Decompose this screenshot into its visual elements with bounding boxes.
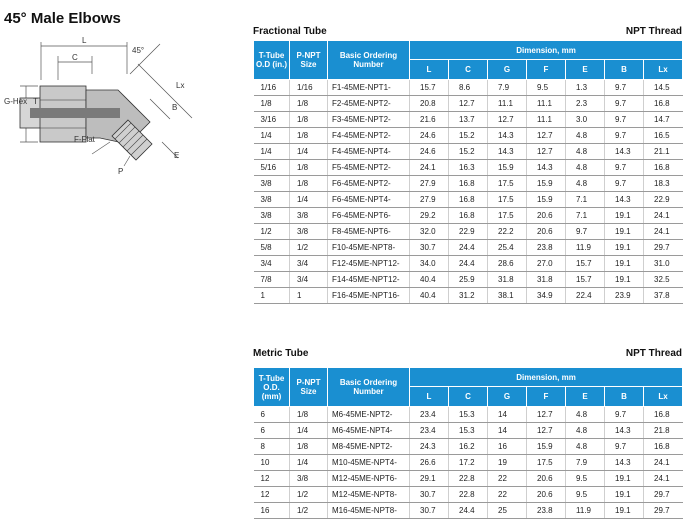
table-cell: 4.8 — [566, 423, 605, 439]
table-cell: 1/4 — [290, 455, 328, 471]
table-cell: 24.3 — [410, 439, 449, 455]
table-cell: 1/8 — [290, 176, 328, 192]
table-cell: 22 — [488, 471, 527, 487]
table-cell: 4.8 — [566, 160, 605, 176]
table-row — [254, 80, 683, 96]
table-cell: 20.6 — [527, 471, 566, 487]
table-cell: 3/8 — [254, 176, 290, 192]
table-cell: 3/8 — [254, 192, 290, 208]
table-cell: 7.9 — [488, 80, 527, 96]
table-cell: 29.7 — [644, 240, 683, 256]
table-cell: 14.3 — [527, 160, 566, 176]
table-cell: 12 — [254, 471, 290, 487]
table-cell: 19.1 — [605, 503, 644, 519]
table-cell: 9.5 — [566, 471, 605, 487]
table-row — [254, 272, 683, 288]
table-cell: 9.7 — [605, 176, 644, 192]
table-cell: 16.3 — [449, 160, 488, 176]
table-cell: 17.5 — [488, 192, 527, 208]
table-cell: 20.6 — [527, 208, 566, 224]
ordering-number-cell: M8-45ME-NPT2- — [328, 439, 410, 455]
header-dim-lx: Lx — [644, 60, 683, 80]
table-cell: 31.8 — [488, 272, 527, 288]
table-cell: 37.8 — [644, 288, 683, 304]
table-cell: 23.4 — [410, 407, 449, 423]
table-cell: 3/4 — [254, 256, 290, 272]
ordering-number-cell: F5-45ME-NPT2- — [328, 160, 410, 176]
ordering-number-cell: F1-45ME-NPT1- — [328, 80, 410, 96]
table-cell: 1 — [290, 288, 328, 304]
header-dim-e: E — [566, 387, 605, 407]
table-cell: 29.7 — [644, 503, 683, 519]
table-cell: 34.9 — [527, 288, 566, 304]
table-cell: 30.7 — [410, 503, 449, 519]
header-tube-od: T-Tube O.D (in.) — [254, 41, 290, 80]
table-cell: 19.1 — [605, 256, 644, 272]
table-cell: 4.8 — [566, 176, 605, 192]
table-cell: 20.8 — [410, 96, 449, 112]
table-cell: 22.2 — [488, 224, 527, 240]
label-t: T — [33, 97, 38, 106]
ordering-number-cell: F8-45ME-NPT6- — [328, 224, 410, 240]
header-dim-e: E — [566, 60, 605, 80]
table-cell: 26.6 — [410, 455, 449, 471]
table-cell: 16.8 — [449, 192, 488, 208]
table-cell: 1/8 — [290, 160, 328, 176]
ordering-number-cell: M12-45ME-NPT6- — [328, 471, 410, 487]
metric-section-title: Metric Tube — [253, 348, 309, 359]
ordering-number-cell: M6-45ME-NPT2- — [328, 407, 410, 423]
table-cell: 7.9 — [566, 455, 605, 471]
table-row — [254, 407, 683, 423]
table-cell: 9.7 — [605, 80, 644, 96]
table-cell: 9.7 — [605, 439, 644, 455]
table-cell: 22 — [488, 487, 527, 503]
table-cell: 25.9 — [449, 272, 488, 288]
ordering-number-cell: F6-45ME-NPT4- — [328, 192, 410, 208]
header-ordering-number: Basic Ordering Number — [328, 368, 410, 407]
table-cell: 11.9 — [566, 240, 605, 256]
header-dim-l: L — [410, 387, 449, 407]
table-cell: 1/4 — [290, 144, 328, 160]
label-f-flat: F-Flat — [74, 135, 95, 144]
table-cell: 21.8 — [644, 423, 683, 439]
table-cell: 14 — [488, 423, 527, 439]
table-cell: 28.6 — [488, 256, 527, 272]
table-cell: 9.7 — [605, 407, 644, 423]
table-cell: 19 — [488, 455, 527, 471]
table-cell: 16.2 — [449, 439, 488, 455]
fractional-thread-label: NPT Thread — [625, 26, 682, 37]
ordering-number-cell: F16-45ME-NPT16- — [328, 288, 410, 304]
table-cell: 14.5 — [644, 80, 683, 96]
table-row — [254, 144, 683, 160]
fractional-section-title: Fractional Tube — [253, 26, 327, 37]
table-cell: 12.7 — [449, 96, 488, 112]
table-row — [254, 128, 683, 144]
table-cell: 1/4 — [254, 128, 290, 144]
table-cell: 14.3 — [605, 455, 644, 471]
table-cell: 1.3 — [566, 80, 605, 96]
table-cell: 9.7 — [605, 96, 644, 112]
table-cell: 12.7 — [527, 407, 566, 423]
table-row — [254, 224, 683, 240]
header-dim-f: F — [527, 387, 566, 407]
table-row — [254, 439, 683, 455]
header-dim-g: G — [488, 387, 527, 407]
table-cell: 19.1 — [605, 208, 644, 224]
ordering-number-cell: M6-45ME-NPT4- — [328, 423, 410, 439]
label-lx: Lx — [176, 81, 185, 90]
ordering-number-cell: M10-45ME-NPT4- — [328, 455, 410, 471]
table-cell: 7.1 — [566, 192, 605, 208]
table-cell: 15.2 — [449, 128, 488, 144]
header-dim-b: B — [605, 387, 644, 407]
table-cell: 16.8 — [449, 208, 488, 224]
table-cell: 1/8 — [254, 96, 290, 112]
ordering-number-cell: M12-45ME-NPT8- — [328, 487, 410, 503]
table-cell: 14 — [488, 407, 527, 423]
table-cell: 25 — [488, 503, 527, 519]
header-ordering-number: Basic Ordering Number — [328, 41, 410, 80]
table-cell: 23.4 — [410, 423, 449, 439]
table-cell: 30.7 — [410, 487, 449, 503]
table-cell: 15.9 — [527, 439, 566, 455]
table-cell: 11.1 — [527, 96, 566, 112]
table-row — [254, 471, 683, 487]
table-cell: 14.3 — [605, 144, 644, 160]
table-cell: 24.1 — [644, 471, 683, 487]
table-cell: 16.8 — [644, 407, 683, 423]
table-cell: 3/4 — [290, 272, 328, 288]
table-cell: 1/16 — [290, 80, 328, 96]
table-cell: 16.8 — [449, 176, 488, 192]
table-cell: 27.9 — [410, 192, 449, 208]
table-cell: 31.2 — [449, 288, 488, 304]
metric-section-header — [253, 348, 682, 362]
table-cell: 14.3 — [488, 144, 527, 160]
table-cell: 3.0 — [566, 112, 605, 128]
ordering-number-cell: F6-45ME-NPT6- — [328, 208, 410, 224]
table-cell: 22.8 — [449, 471, 488, 487]
table-cell: 1/8 — [290, 96, 328, 112]
table-cell: 1/8 — [290, 439, 328, 455]
table-cell: 40.4 — [410, 272, 449, 288]
table-cell: 3/8 — [290, 471, 328, 487]
table-cell: 16.8 — [644, 160, 683, 176]
table-cell: 19.1 — [605, 272, 644, 288]
table-cell: 20.6 — [527, 224, 566, 240]
fractional-tube-table — [253, 40, 683, 304]
table-cell: 24.1 — [644, 208, 683, 224]
table-cell: 12.7 — [488, 112, 527, 128]
table-row — [254, 112, 683, 128]
table-cell: 14.7 — [644, 112, 683, 128]
table-cell: 24.1 — [644, 224, 683, 240]
table-cell: 1/2 — [290, 240, 328, 256]
table-cell: 16.8 — [644, 96, 683, 112]
table-cell: 4.8 — [566, 128, 605, 144]
label-angle: 45° — [132, 46, 145, 55]
table-cell: 15.7 — [566, 272, 605, 288]
page-title: 45° Male Elbows — [4, 10, 121, 27]
table-cell: 4.8 — [566, 144, 605, 160]
table-row — [254, 487, 683, 503]
table-row — [254, 503, 683, 519]
table-cell: 2.3 — [566, 96, 605, 112]
table-cell: 25.4 — [488, 240, 527, 256]
table-cell: 3/8 — [290, 224, 328, 240]
header-dim-g: G — [488, 60, 527, 80]
table-cell: 1 — [254, 288, 290, 304]
table-cell: 21.1 — [644, 144, 683, 160]
header-dimension: Dimension, mm — [410, 368, 683, 387]
table-cell: 13.7 — [449, 112, 488, 128]
table-cell: 19.1 — [605, 224, 644, 240]
table-row — [254, 455, 683, 471]
table-cell: 12.7 — [527, 144, 566, 160]
table-cell: 15.9 — [488, 160, 527, 176]
table-cell: 11.1 — [488, 96, 527, 112]
table-cell: 10 — [254, 455, 290, 471]
table-cell: 12 — [254, 487, 290, 503]
table-cell: 9.5 — [527, 80, 566, 96]
table-cell: 1/2 — [290, 503, 328, 519]
ordering-number-cell: F2-45ME-NPT2- — [328, 96, 410, 112]
table-cell: 1/4 — [254, 144, 290, 160]
table-cell: 9.7 — [605, 112, 644, 128]
table-cell: 16 — [254, 503, 290, 519]
table-cell: 16 — [488, 439, 527, 455]
header-dim-b: B — [605, 60, 644, 80]
elbow-dimension-drawing — [0, 34, 250, 184]
table-cell: 17.2 — [449, 455, 488, 471]
ordering-number-cell: F4-45ME-NPT2- — [328, 128, 410, 144]
header-dim-c: C — [449, 387, 488, 407]
table-cell: 1/2 — [254, 224, 290, 240]
table-cell: 14.3 — [605, 423, 644, 439]
table-cell: 16.8 — [644, 439, 683, 455]
table-cell: 17.5 — [527, 455, 566, 471]
table-cell: 23.8 — [527, 240, 566, 256]
table-cell: 32.0 — [410, 224, 449, 240]
table-cell: 8.6 — [449, 80, 488, 96]
table-row — [254, 240, 683, 256]
fractional-section-header — [253, 26, 682, 40]
header-pnpt-size: P-NPT Size — [290, 368, 328, 407]
table-cell: 5/8 — [254, 240, 290, 256]
ordering-number-cell: F10-45ME-NPT8- — [328, 240, 410, 256]
table-cell: 31.8 — [527, 272, 566, 288]
label-b: B — [172, 103, 178, 112]
table-cell: 38.1 — [488, 288, 527, 304]
table-cell: 4.8 — [566, 439, 605, 455]
table-cell: 22.8 — [449, 487, 488, 503]
table-cell: 21.6 — [410, 112, 449, 128]
label-e: E — [174, 151, 180, 160]
table-cell: 9.7 — [605, 128, 644, 144]
table-cell: 24.1 — [644, 455, 683, 471]
table-cell: 16.5 — [644, 128, 683, 144]
table-cell: 9.7 — [605, 160, 644, 176]
table-cell: 22.9 — [449, 224, 488, 240]
table-cell: 17.5 — [488, 176, 527, 192]
label-l: L — [82, 36, 87, 45]
table-cell: 27.9 — [410, 176, 449, 192]
header-dim-lx: Lx — [644, 387, 683, 407]
table-cell: 24.4 — [449, 256, 488, 272]
table-cell: 3/16 — [254, 112, 290, 128]
header-dim-f: F — [527, 60, 566, 80]
table-cell: 29.2 — [410, 208, 449, 224]
table-cell: 27.0 — [527, 256, 566, 272]
table-cell: 14.3 — [488, 128, 527, 144]
table-cell: 29.7 — [644, 487, 683, 503]
table-cell: 30.7 — [410, 240, 449, 256]
table-cell: 3/8 — [254, 208, 290, 224]
table-cell: 1/4 — [290, 423, 328, 439]
table-cell: 11.9 — [566, 503, 605, 519]
table-row — [254, 288, 683, 304]
table-cell: 18.3 — [644, 176, 683, 192]
table-cell: 19.1 — [605, 471, 644, 487]
ordering-number-cell: M16-45ME-NPT8- — [328, 503, 410, 519]
table-cell: 31.0 — [644, 256, 683, 272]
table-cell: 1/4 — [290, 192, 328, 208]
table-cell: 17.5 — [488, 208, 527, 224]
table-cell: 6 — [254, 423, 290, 439]
table-cell: 15.3 — [449, 407, 488, 423]
header-dim-l: L — [410, 60, 449, 80]
table-cell: 7/8 — [254, 272, 290, 288]
ordering-number-cell: F4-45ME-NPT4- — [328, 144, 410, 160]
header-pnpt-size: P-NPT Size — [290, 41, 328, 80]
header-dim-c: C — [449, 60, 488, 80]
table-cell: 7.1 — [566, 208, 605, 224]
table-cell: 24.6 — [410, 128, 449, 144]
table-cell: 23.8 — [527, 503, 566, 519]
label-p: P — [118, 167, 124, 176]
table-cell: 22.4 — [566, 288, 605, 304]
table-cell: 12.7 — [527, 423, 566, 439]
table-cell: 24.4 — [449, 503, 488, 519]
ordering-number-cell: F6-45ME-NPT2- — [328, 176, 410, 192]
table-cell: 40.4 — [410, 288, 449, 304]
table-cell: 3/4 — [290, 256, 328, 272]
table-cell: 9.7 — [566, 224, 605, 240]
table-cell: 22.9 — [644, 192, 683, 208]
ordering-number-cell: F3-45ME-NPT2- — [328, 112, 410, 128]
table-cell: 11.1 — [527, 112, 566, 128]
table-cell: 4.8 — [566, 407, 605, 423]
table-row — [254, 160, 683, 176]
ordering-number-cell: F14-45ME-NPT12- — [328, 272, 410, 288]
table-cell: 24.6 — [410, 144, 449, 160]
table-cell: 3/8 — [290, 208, 328, 224]
metric-thread-label: NPT Thread — [625, 348, 682, 359]
table-cell: 32.5 — [644, 272, 683, 288]
table-cell: 9.5 — [566, 487, 605, 503]
table-row — [254, 96, 683, 112]
table-cell: 1/8 — [290, 407, 328, 423]
table-cell: 15.9 — [527, 192, 566, 208]
table-cell: 24.4 — [449, 240, 488, 256]
table-cell: 12.7 — [527, 128, 566, 144]
table-cell: 6 — [254, 407, 290, 423]
table-row — [254, 208, 683, 224]
table-row — [254, 256, 683, 272]
table-row — [254, 192, 683, 208]
table-cell: 5/16 — [254, 160, 290, 176]
table-cell: 8 — [254, 439, 290, 455]
table-cell: 23.9 — [605, 288, 644, 304]
table-cell: 1/2 — [290, 487, 328, 503]
table-cell: 24.1 — [410, 160, 449, 176]
table-cell: 14.3 — [605, 192, 644, 208]
label-c: C — [72, 53, 78, 62]
table-row — [254, 423, 683, 439]
table-cell: 1/16 — [254, 80, 290, 96]
header-tube-od: T-Tube O.D. (mm) — [254, 368, 290, 407]
table-row — [254, 176, 683, 192]
table-cell: 1/8 — [290, 128, 328, 144]
table-cell: 15.9 — [527, 176, 566, 192]
ordering-number-cell: F12-45ME-NPT12- — [328, 256, 410, 272]
metric-tube-table — [253, 367, 683, 519]
table-cell: 19.1 — [605, 240, 644, 256]
label-g-hex: G-Hex — [4, 97, 28, 106]
table-cell: 15.7 — [566, 256, 605, 272]
table-cell: 15.7 — [410, 80, 449, 96]
table-cell: 29.1 — [410, 471, 449, 487]
table-cell: 34.0 — [410, 256, 449, 272]
table-cell: 1/8 — [290, 112, 328, 128]
header-dimension: Dimension, mm — [410, 41, 683, 60]
table-cell: 15.2 — [449, 144, 488, 160]
table-cell: 19.1 — [605, 487, 644, 503]
table-cell: 20.6 — [527, 487, 566, 503]
table-cell: 15.3 — [449, 423, 488, 439]
